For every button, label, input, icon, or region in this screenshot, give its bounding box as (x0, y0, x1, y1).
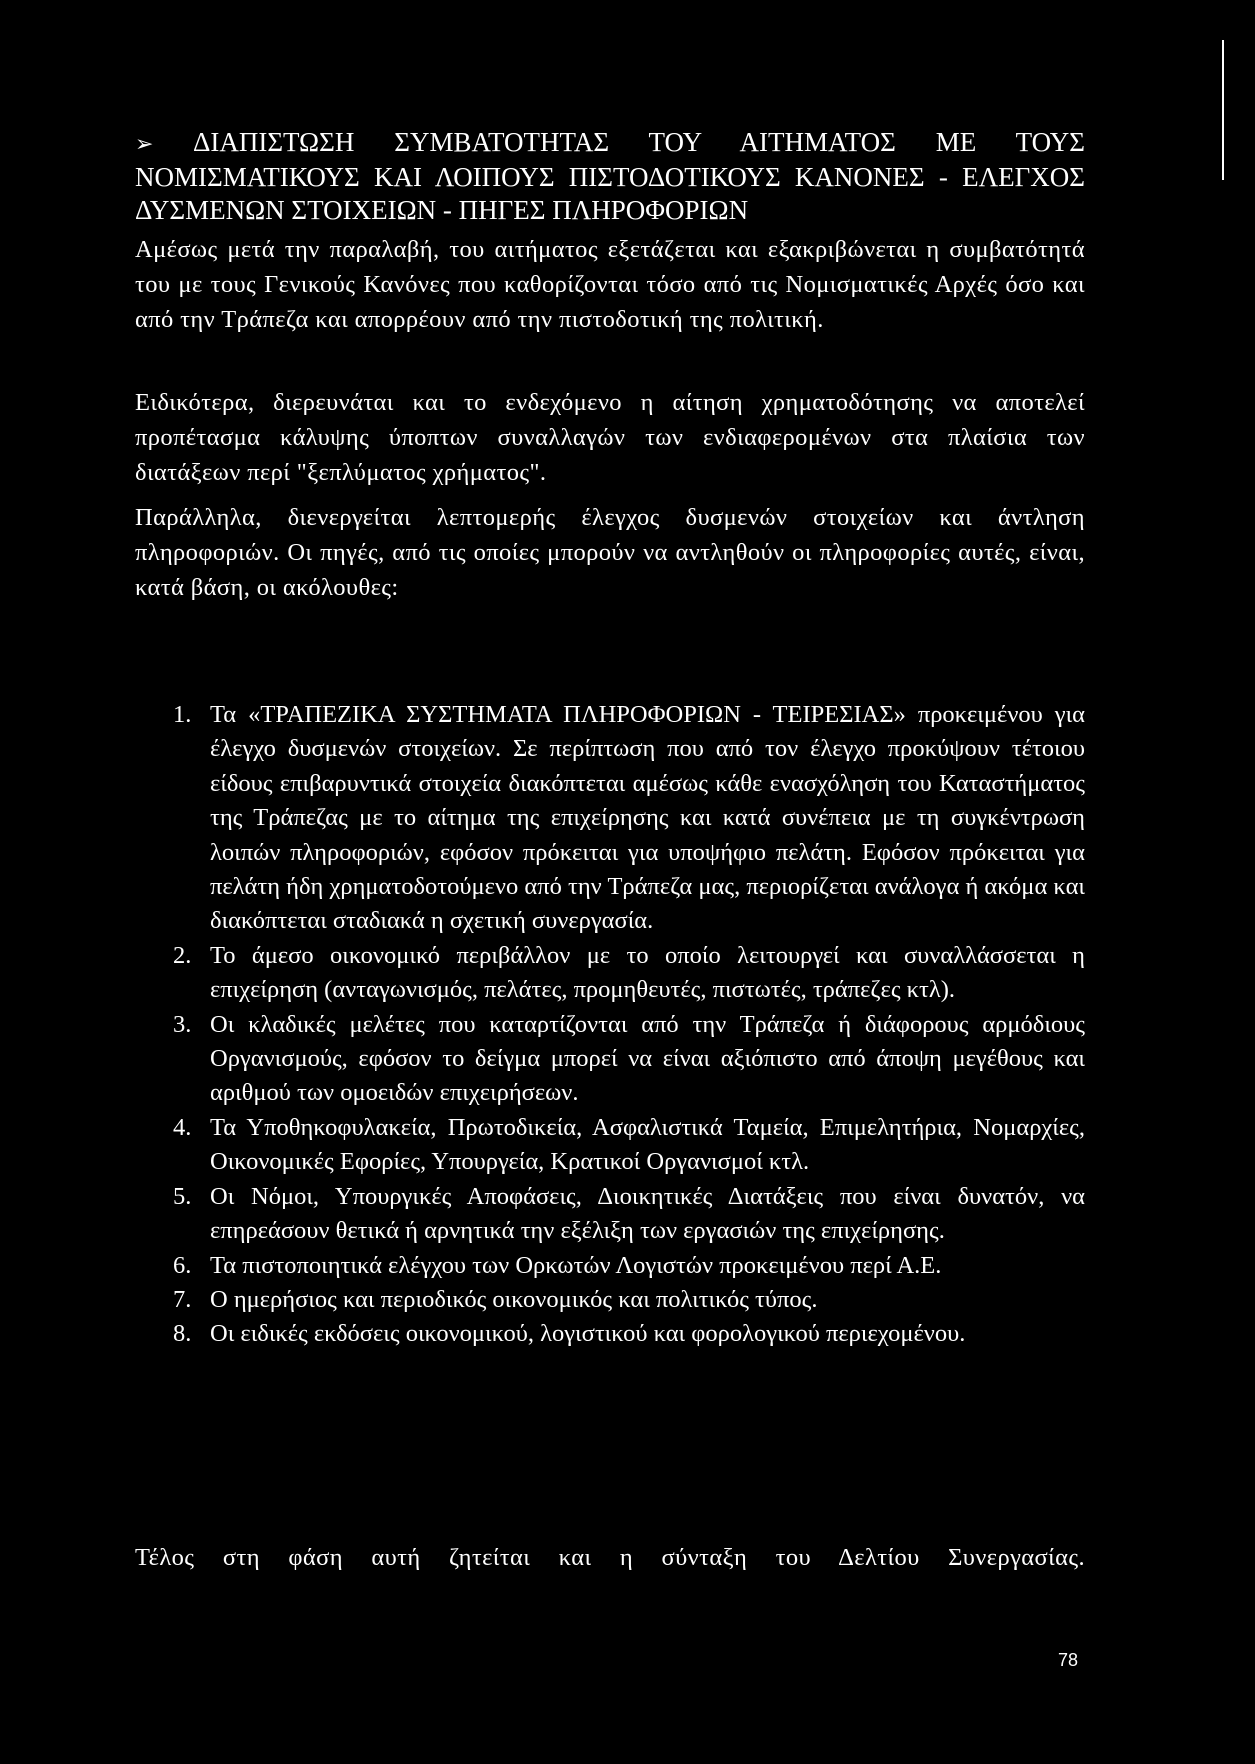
list-item-text: Οι κλαδικές μελέτες που καταρτίζονται από την Τράπεζα ή διάφορους αρμόδιους Οργανισμούς, εφόσον το δείγμα μπορεί να είναι αξιόπιστο από άποψη μεγέθους και αριθμού των ομοειδών επιχειρήσεων. (210, 1010, 1085, 1107)
section-heading (135, 126, 1085, 227)
list-item-text: Τα «ΤΡΑΠΕΖΙΚΑ ΣΥΣΤΗΜΑΤΑ ΠΛΗΡΟΦΟΡΙΩΝ - ΤΕΙΡΕΣΙΑΣ» προκειμένου για έλεγχο δυσμενών στοιχείων. Σε περίπτωση που από τον έλεγχο προκύψουν τέτοιου είδους επιβαρυντικά στοιχεία διακόπτεται αμέσως κάθε ενασχόληση του Καταστήματος της Τράπεζας με το αίτημα της επιχείρησης και κατά συνέπεια με τη συγκέντρωση λοιπών πληροφοριών, εφόσον πρόκειται για υποψήφιο πελάτη. Εφόσον πρόκειται για πελάτη ήδη χρηματοδοτούμενο από την Τράπεζα μας, περιορίζεται ανάλογα ή ακόμα και διακόπτεται σταδιακά η σχετική συνεργασία. (210, 701, 1085, 935)
list-item (135, 1111, 1085, 1180)
paragraph-money-laundering: Ειδικότερα, διερευνάται και το ενδεχόμενο η αίτηση χρηματοδότησης να αποτελεί προπέτασμα κάλυψης ύποπτων συναλλαγών των ενδιαφερομένων στα πλαίσια των διατάξεων περί "ξεπλύματος χρήματος". (135, 389, 1085, 486)
list-item-number: 7. (173, 1285, 192, 1313)
list-item-text: Τα Υποθηκοφυλακεία, Πρωτοδικεία, Ασφαλιστικά Ταμεία, Επιμελητήρια, Νομαρχίες, Οικονομικές Εφορίες, Υπουργεία, Κρατικοί Οργανισμοί κτλ. (210, 1113, 1085, 1176)
arrow-bullet-icon: ➢ (135, 132, 154, 157)
sources-list (135, 698, 1085, 1352)
paragraph-information-sources: Παράλληλα, διενεργείται λεπτομερής έλεγχος δυσμενών στοιχείων και άντληση πληροφοριών. Οι πηγές, από τις οποίες μπορούν να αντληθούν οι πληροφορίες αυτές, είναι, κατά βάση, οι ακόλουθες: (135, 504, 1085, 601)
list-item-text: Ο ημερήσιος και περιοδικός οικονομικός και πολιτικός τύπος. (210, 1285, 818, 1313)
list-item-number: 5. (173, 1182, 192, 1210)
list-item-text: Οι Νόμοι, Υπουργικές Αποφάσεις, Διοικητικές Διατάξεις που είναι δυνατόν, να επηρεάσουν θετικά ή αρνητικά την εξέλιξη των εργασιών της επιχείρησης. (210, 1182, 1085, 1245)
section-heading-text: ΔΙΑΠΙΣΤΩΣΗ ΣΥΜΒΑΤΟΤΗΤΑΣ ΤΟΥ ΑΙΤΗΜΑΤΟΣ ΜΕ ΤΟΥΣ ΝΟΜΙΣΜΑΤΙΚΟΥΣ ΚΑΙ ΛΟΙΠΟΥΣ ΠΙΣΤΟΔΟΤΙΚΟΥΣ ΚΑΝΟΝΕΣ - ΕΛΕΓΧΟΣ ΔΥΣΜΕΝΩΝ ΣΤΟΙΧΕΙΩΝ - ΠΗΓΕΣ ΠΛΗΡΟΦΟΡΙΩΝ (135, 127, 1085, 225)
list-item-text: Το άμεσο οικονομικό περιβάλλον με το οποίο λειτουργεί και συναλλάσσεται η επιχείρηση (ανταγωνισμός, πελάτες, προμηθευτές, πιστωτές, τράπεζες κτλ). (210, 941, 1085, 1004)
closing-paragraph: Τέλος στη φάση αυτή ζητείται και η σύνταξη του Δελτίου Συνεργασίας. (135, 1544, 1085, 1571)
paragraph-compatibility: Αμέσως μετά την παραλαβή, του αιτήματος εξετάζεται και εξακριβώνεται η συμβατότητά του με τους Γενικούς Κανόνες που καθορίζονται τόσο από τις Νομισματικές Αρχές όσο και από την Τράπεζα και απορρέουν από την πιστοδοτική της πολιτική. (135, 236, 1085, 333)
list-item (135, 1317, 1085, 1351)
list-item-number: 8. (173, 1320, 192, 1348)
list-item-number: 6. (173, 1251, 192, 1279)
list-item (135, 1283, 1085, 1317)
list-item (135, 698, 1085, 939)
list-item-number: 3. (173, 1010, 192, 1038)
list-item-text: Οι ειδικές εκδόσεις οικονομικού, λογιστικού και φορολογικού περιεχομένου. (210, 1320, 966, 1348)
list-item-number: 2. (173, 941, 192, 969)
list-item-number: 1. (173, 701, 192, 728)
list-item-number: 4. (173, 1113, 192, 1141)
list-item (135, 1008, 1085, 1111)
page-number: 78 (1058, 1650, 1079, 1670)
list-item-text: Τα πιστοποιητικά ελέγχου των Ορκωτών Λογιστών προκειμένου περί Α.Ε. (210, 1251, 942, 1279)
list-item (135, 1249, 1085, 1283)
scan-edge-line (1222, 40, 1224, 180)
list-item (135, 939, 1085, 1008)
list-item (135, 1180, 1085, 1249)
